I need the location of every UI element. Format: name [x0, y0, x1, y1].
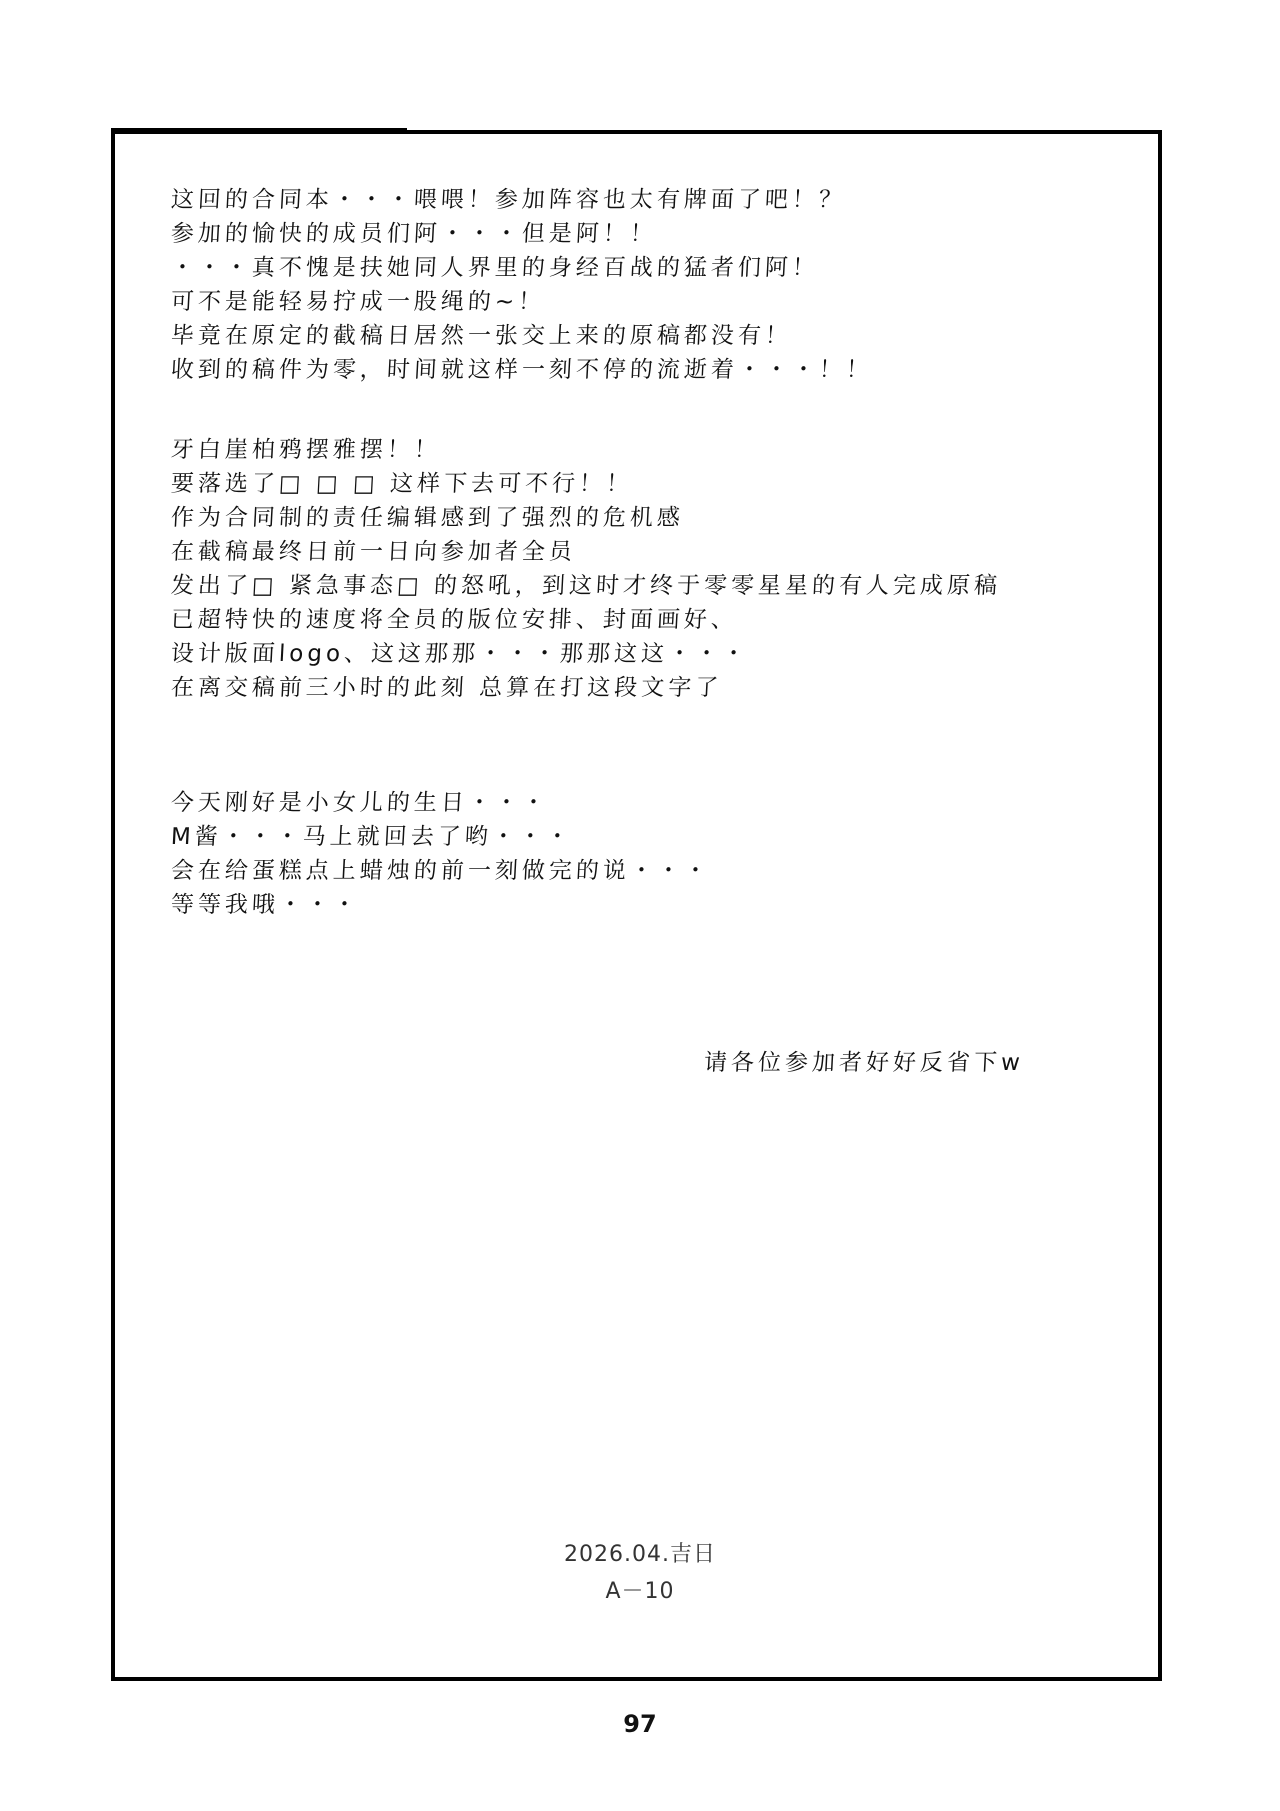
- text-line: M酱・・・马上就回去了哟・・・: [170, 824, 574, 850]
- text-line: 收到的稿件为零，时间就这样一刻不停的流逝着・・・！！: [170, 357, 874, 383]
- paragraph-2: [170, 433, 1000, 705]
- text-fragment: 这样下去可不行！！: [389, 471, 634, 497]
- text-fragment: 发出了: [170, 573, 253, 599]
- text-line: 在离交稿前三小时的此刻 总算在打这段文字了: [170, 675, 723, 701]
- booth-code: A－10: [605, 1579, 675, 1604]
- date-line: 2026.04.吉日: [564, 1542, 716, 1567]
- text-line: 发出了□ 紧急事态□ 的怒吼，到这时才终于零零星星的有人完成原稿: [170, 573, 1002, 599]
- text-line: 牙白崖柏鸦摆雅摆！！: [170, 437, 442, 463]
- text-line: 可不是能轻易拧成一股绳的~！: [170, 289, 546, 315]
- text-line: 设计版面logo、这这那那・・・那那这这・・・: [170, 641, 750, 667]
- signoff: 请各位参加者好好反省下w: [703, 1050, 1025, 1076]
- text-line: 今天刚好是小女儿的生日・・・: [170, 790, 550, 816]
- text-line: 会在给蛋糕点上蜡烛的前一刻做完的说・・・: [170, 858, 712, 884]
- text-line: 作为合同制的责任编辑感到了强烈的危机感: [170, 505, 685, 531]
- paragraph-1: [170, 183, 872, 387]
- paragraph-3: [170, 786, 710, 922]
- text-fragment: 紧急事态: [288, 573, 398, 599]
- text-line: 等等我哦・・・: [170, 892, 361, 918]
- text-fragment: 要落选了: [170, 471, 280, 497]
- text-fragment: 的怒吼，到这时才终于零零星星的有人完成原稿: [433, 573, 1002, 599]
- text-line: 在截稿最终日前一日向参加者全员: [170, 539, 577, 565]
- text-line: 要落选了□ □ □ 这样下去可不行！！: [170, 471, 634, 497]
- text-line: 已超特快的速度将全员的版位安排、封面画好、: [170, 607, 739, 633]
- text-line: ・・・真不愧是扶她同人界里的身经百战的猛者们阿！: [170, 255, 820, 281]
- page-number: 97: [623, 1710, 657, 1738]
- text-line: 参加的愉快的成员们阿・・・但是阿！！: [170, 221, 658, 247]
- text-line: 这回的合同本・・・喂喂！参加阵容也太有牌面了吧！？: [170, 187, 847, 213]
- text-line: 毕竟在原定的截稿日居然一张交上来的原稿都没有！: [170, 323, 793, 349]
